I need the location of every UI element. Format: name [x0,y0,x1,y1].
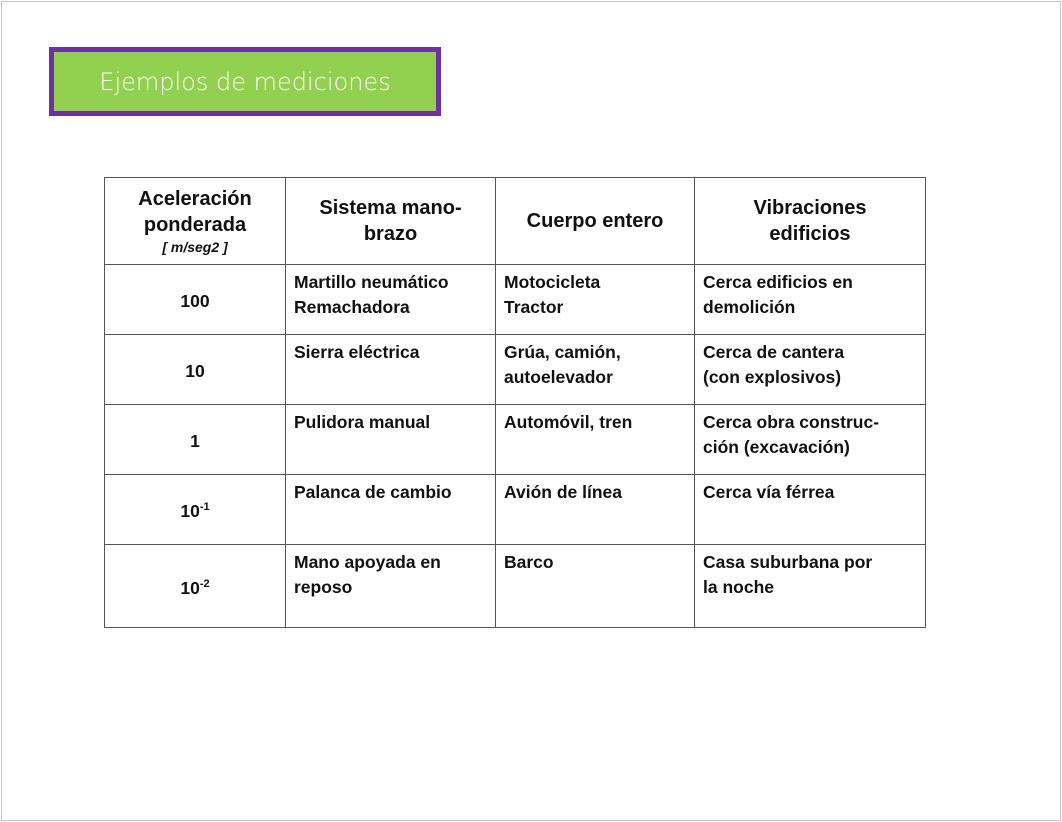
buildings-cell [695,475,926,545]
acceleration-value: 10 [185,360,205,381]
hand-cell [286,265,496,335]
buildings-line: (con explosivos) [703,367,842,387]
body-line [504,575,686,600]
table-row [105,335,926,405]
body-cell [496,335,695,405]
hand-line: Remachadora [294,297,410,317]
body-line: Tractor [504,297,564,317]
body-line [504,435,686,460]
hand-line: Pulidora manual [294,412,431,432]
hand-line: Martillo neumático [294,272,449,292]
vibration-table [104,177,926,628]
acceleration-cell [105,405,286,475]
buildings-line: la noche [703,577,774,597]
body-line [504,505,686,530]
acceleration-cell [105,475,286,545]
buildings-line: Cerca vía férrea [703,482,835,502]
acceleration-cell [105,335,286,405]
buildings-line: ción (excavación) [703,437,850,457]
acceleration-value: 100 [180,290,210,311]
header-unit: [ m/seg2 ] [162,239,228,255]
body-line: autoelevador [504,367,613,387]
body-line: Motocicleta [504,272,601,292]
body-cell [496,265,695,335]
acceleration-value: 1 [190,430,200,451]
body-cell [496,545,695,628]
hand-line [294,505,487,530]
header-whole-body: Cuerpo entero [496,178,695,265]
buildings-cell [695,335,926,405]
header-buildings: Vibraciones edificios [695,178,926,265]
header-acceleration [105,178,286,265]
buildings-line: Cerca de cantera [703,342,845,362]
buildings-line: Cerca obra construc- [703,412,880,432]
acceleration-cell [105,545,286,628]
acceleration-exponent: -1 [199,501,210,514]
buildings-cell [695,545,926,628]
hand-line: Palanca de cambio [294,482,452,502]
hand-cell [286,545,496,628]
acceleration-exponent: -2 [199,577,210,590]
table-row [105,545,926,628]
buildings-line: demolición [703,297,796,317]
table-row [105,475,926,545]
body-cell [496,475,695,545]
acceleration-value: 10 [180,500,200,521]
buildings-line: Casa suburbana por [703,552,873,572]
hand-line: reposo [294,577,353,597]
body-line: Barco [504,552,554,572]
body-line: Grúa, camión, [504,342,621,362]
body-cell [496,405,695,475]
hand-line: Mano apoyada en [294,552,441,572]
hand-line [294,435,487,460]
hand-cell [286,335,496,405]
table-row [105,265,926,335]
hand-cell [286,475,496,545]
acceleration-cell [105,265,286,335]
buildings-line: Cerca edificios en [703,272,853,292]
buildings-line [703,505,917,530]
header-acceleration-label: Aceleración ponderada [138,188,252,236]
hand-line: Sierra eléctrica [294,342,420,362]
body-line: Avión de línea [504,482,622,502]
hand-line [294,365,487,390]
buildings-cell [695,265,926,335]
header-hand-arm: Sistema mano-brazo [286,178,496,265]
table-row [105,405,926,475]
hand-cell [286,405,496,475]
slide-title: Ejemplos de mediciones [99,67,391,96]
body-line: Automóvil, tren [504,412,633,432]
header-row [105,178,926,265]
title-banner [49,47,441,116]
acceleration-value: 10 [180,577,200,598]
buildings-cell [695,405,926,475]
